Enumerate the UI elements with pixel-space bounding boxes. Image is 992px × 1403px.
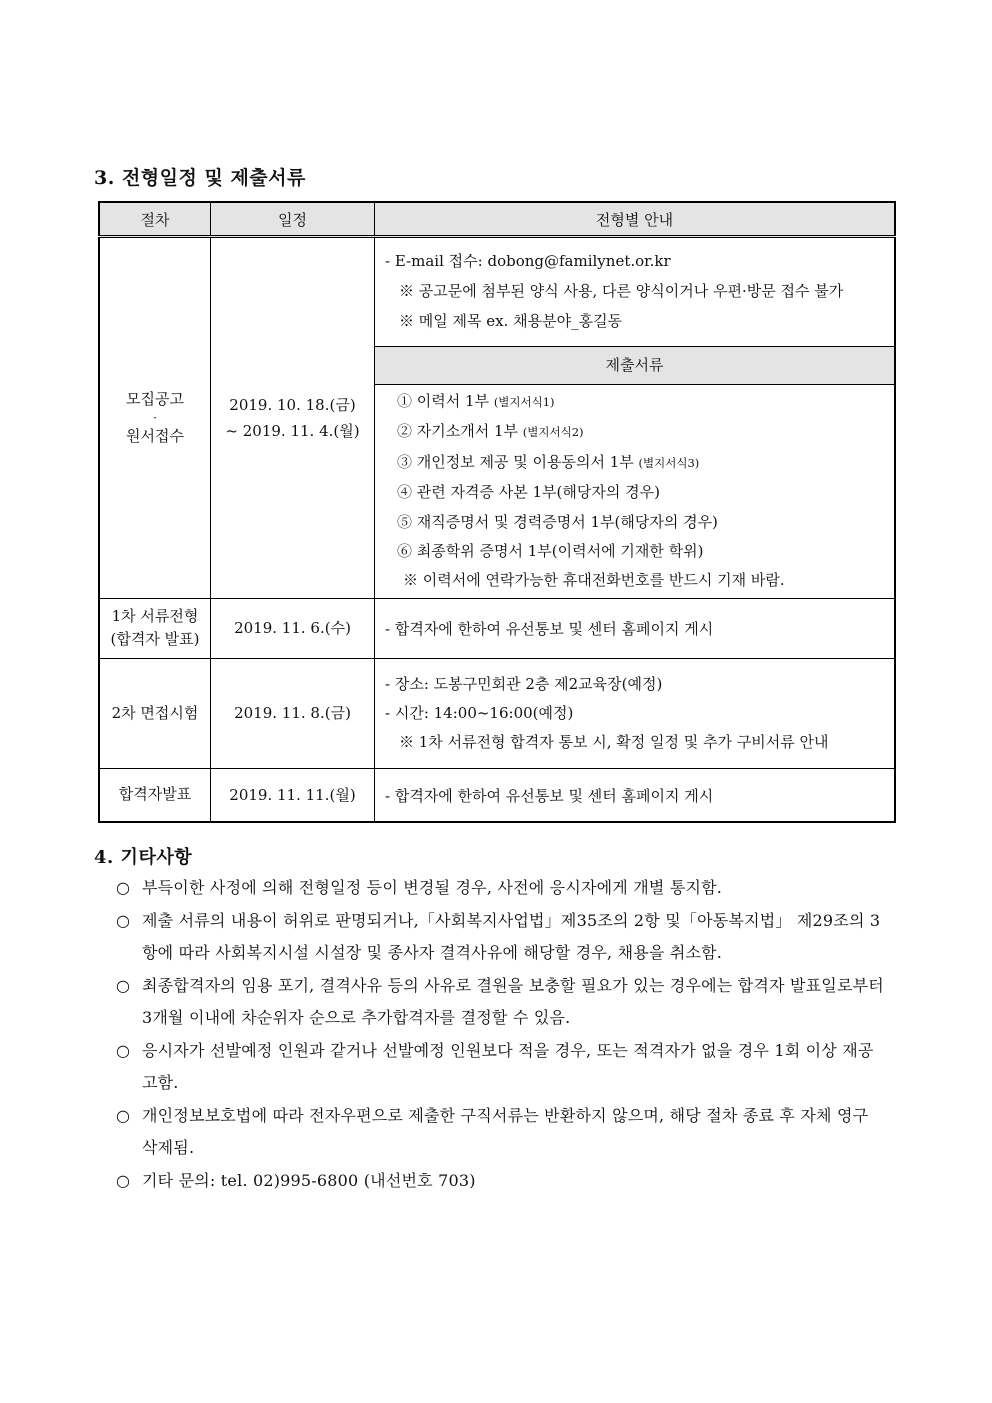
header-date: 일정 [211,202,375,237]
guide-cell [375,658,896,768]
circle-bullet-icon: ○ [116,910,131,930]
circle-bullet-icon: ○ [116,975,131,995]
doc-item: ④ 관련 자격증 사본 1부(해당자의 경우) [397,483,660,502]
section-3-title: 3. 전형일정 및 제출서류 [94,167,306,189]
step-cell [99,237,211,599]
guide-line: - 합격자에 한하여 유선통보 및 센터 홈페이지 게시 [385,619,714,638]
list-item: ○ 최종합격자의 임용 포기, 결격사유 등의 사유로 결원을 보충할 필요가 있는 경우에는 합격자 발표일로부터 3개월 이내에 차순위자 순으로 추가합격자를 결정할 수 있음. [116,970,886,1035]
table-row [99,658,895,768]
section-4-title: 4. 기타사항 [94,847,193,868]
guide-cell [375,598,896,658]
table-header-row [99,202,895,237]
notes-list [116,872,886,1197]
table-row [99,768,895,822]
step-cell [99,598,211,658]
date-cell [211,237,375,599]
date-text: 2019. 10. 18.(금) [229,395,356,414]
step-text: 모집공고 [126,389,184,408]
step-text: 원서접수 [126,426,184,445]
header-guide: 전형별 안내 [375,202,896,237]
doc-item: ⑥ 최종학위 증명서 1부(이력서에 기재한 학위) [397,542,704,561]
guide-cell [375,237,896,599]
doc-item: ② 자기소개서 1부 (별지서식2) [397,422,584,441]
list-item: ○ 개인정보보호법에 따라 전자우편으로 제출한 구직서류는 반환하지 않으며, 해당 절차 종료 후 자체 영구 삭제됨. [116,1100,886,1165]
docs-note: ※ 이력서에 연락가능한 휴대전화번호를 반드시 기재 바람. [403,571,785,590]
circle-bullet-icon: ○ [116,1105,131,1125]
guide-cell [375,768,896,822]
doc-item: ③ 개인정보 제공 및 이용동의서 1부 (별지서식3) [397,452,700,471]
list-item: ○ 응시자가 선발예정 인원과 같거나 선발예정 인원보다 적을 경우, 또는 적격자가 없을 경우 1회 이상 재공고함. [116,1035,886,1100]
date-cell: 2019. 11. 8.(금) [211,658,375,768]
circle-bullet-icon: ○ [116,1040,131,1060]
table-row [99,598,895,658]
circle-bullet-icon: ○ [116,1170,131,1190]
step-text: (합격자 발표) [110,630,200,649]
list-item: ○ 부득이한 사정에 의해 전형일정 등이 변경될 경우, 사전에 응시자에게 개별 통지함. [116,872,886,905]
doc-item: ① 이력서 1부 (별지서식1) [397,392,555,410]
docs-list [375,385,894,598]
step-text: 1차 서류전형 [111,607,199,626]
step-cell: 2차 면접시험 [99,658,211,768]
interview-guide [375,662,894,765]
doc-item: ⑤ 재직증명서 및 경력증명서 1부(해당자의 경우) [397,512,718,531]
guide-line: - E-mail 접수: dobong@familynet.or.kr [385,252,671,270]
guide-note: ※ 메일 제목 ex. 채용분야_홍길동 [399,312,623,330]
date-text: ~ 2019. 11. 4.(월) [225,421,360,440]
table-row [99,237,895,599]
circle-bullet-icon: ○ [116,878,131,897]
guide-line: - 합격자에 한하여 유선통보 및 센터 홈페이지 게시 [385,786,714,805]
guide-line: - 시간: 14:00~16:00(예정) [385,703,574,722]
guide-note: ※ 공고문에 첨부된 양식 사용, 다른 양식이거나 우편·방문 접수 불가 [399,282,844,300]
step-text: · [153,410,157,425]
guide-note: ※ 1차 서류전형 합격자 통보 시, 확정 일정 및 추가 구비서류 안내 [399,732,829,751]
guide-line: - 장소: 도봉구민회관 2층 제2교육장(예정) [385,674,663,693]
date-cell: 2019. 11. 6.(수) [211,598,375,658]
list-item: ○ 제출 서류의 내용이 허위로 판명되거나,「사회복지사업법」제35조의 2항 및「아동복지법」 제29조의 3항에 따라 사회복지시설 시설장 및 종사자 결격사유에 해당할 경우, 채용을 취소함. [116,905,886,970]
schedule-table [98,201,896,823]
list-item: ○ 기타 문의: tel. 02)995-6800 (내선번호 703) [116,1165,886,1198]
date-cell: 2019. 11. 11.(월) [211,768,375,822]
step-cell: 합격자발표 [99,768,211,822]
header-step: 절차 [99,202,211,237]
email-guide [375,238,894,346]
docs-header: 제출서류 [375,346,894,385]
